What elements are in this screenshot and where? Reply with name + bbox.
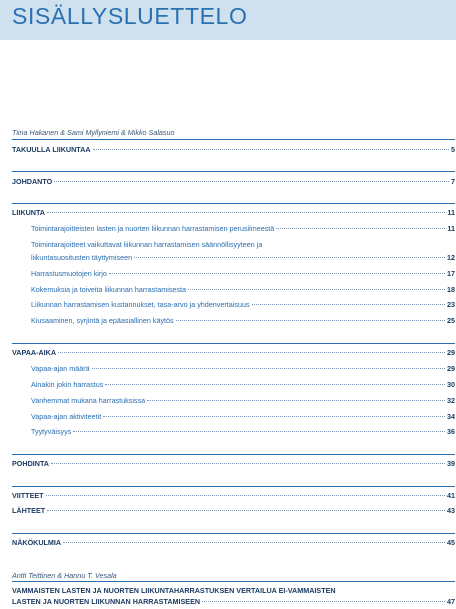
section-rule xyxy=(12,171,455,172)
section-rule xyxy=(12,343,455,344)
toc-subentry[interactable] xyxy=(31,285,455,297)
toc-page-number: 11 xyxy=(447,224,455,233)
toc-page-number: 12 xyxy=(447,253,455,262)
toc-subentry[interactable] xyxy=(31,380,455,392)
toc-entry-label: Kokemuksia ja toiveita liikunnan harrastamisesta xyxy=(31,285,187,294)
toc-entry-label: Ainakin jokin harrastus xyxy=(31,380,104,389)
toc-entry-johdanto[interactable] xyxy=(12,177,455,189)
toc-page-number: 45 xyxy=(447,538,455,547)
toc-entry-vammaiset[interactable] xyxy=(12,597,455,609)
toc-entry-label: VAPAA-AIKA xyxy=(12,348,57,357)
toc-page-number: 39 xyxy=(447,459,455,468)
toc-subentry[interactable] xyxy=(31,412,455,424)
toc-entry-label: liikuntasuositusten täyttymiseen xyxy=(31,253,133,262)
section-rule xyxy=(12,533,455,534)
dot-leader xyxy=(47,510,445,511)
toc-entry-label: Vapaa-ajan aktiviteetit xyxy=(31,412,102,421)
toc-page-number: 47 xyxy=(447,597,455,606)
toc-entry-liikunta[interactable] xyxy=(12,208,455,220)
dot-leader xyxy=(202,601,445,602)
toc-entry-vapaa-aika[interactable] xyxy=(12,348,455,360)
toc-page-number: 23 xyxy=(447,300,455,309)
dot-leader xyxy=(92,368,445,369)
dot-leader xyxy=(103,416,445,417)
dot-leader xyxy=(63,542,445,543)
toc-entry-label: Vanhemmat mukana harrastuksissa xyxy=(31,396,146,405)
toc-page-number: 30 xyxy=(447,380,455,389)
toc-entry-label: Harrastusmuotojen kirjo xyxy=(31,269,107,278)
section-rule xyxy=(12,454,455,455)
toc-entry-label: Vapaa-ajan määrä xyxy=(31,364,90,373)
section-rule xyxy=(12,486,455,487)
section-rule xyxy=(12,139,455,140)
dot-leader xyxy=(252,304,445,305)
toc-subentry[interactable] xyxy=(31,224,455,236)
toc-subentry[interactable] xyxy=(31,316,455,328)
toc-subentry[interactable] xyxy=(31,269,455,281)
toc-entry-label: LÄHTEET xyxy=(12,506,46,515)
toc-subentry[interactable] xyxy=(31,300,455,312)
toc-page-number: 11 xyxy=(447,208,455,217)
dot-leader xyxy=(47,212,445,213)
dot-leader xyxy=(105,384,445,385)
dot-leader xyxy=(73,431,445,432)
toc-entry-label: TAKUULLA LIIKUNTAA xyxy=(12,145,91,154)
toc-subentry[interactable] xyxy=(31,253,455,265)
section-rule xyxy=(12,203,455,204)
toc-page-number: 41 xyxy=(447,491,455,500)
author-line: Tiina Hakanen & Sami Myllyniemi & Mikko Salasuo xyxy=(12,128,175,137)
toc-entry-takuulla[interactable] xyxy=(12,145,455,157)
dot-leader xyxy=(147,400,445,401)
dot-leader xyxy=(51,463,445,464)
toc-page-number: 17 xyxy=(447,269,455,278)
toc-entry-label: Liikunnan harrastamisen kustannukset, tasa-arvo ja yhdenvertaisuus xyxy=(31,300,250,309)
author-line: Antti Teittinen & Hannu T. Vesala xyxy=(12,571,117,580)
toc-subentry[interactable] xyxy=(31,364,455,376)
toc-entry-first-line[interactable]: VAMMAISTEN LASTEN JA NUORTEN LIIKUNTAHARRASTUKSEN VERTAILUA EI-VAMMAISTEN xyxy=(12,586,336,595)
dot-leader xyxy=(188,289,445,290)
toc-entry-label: Tyytyväisyys xyxy=(31,427,72,436)
toc-entry-nakokulmia[interactable] xyxy=(12,538,455,550)
toc-subentry[interactable] xyxy=(31,427,455,439)
toc-page-number: 34 xyxy=(447,412,455,421)
dot-leader xyxy=(93,149,449,150)
toc-page-number: 7 xyxy=(451,177,455,186)
toc-subentry-first-line[interactable]: Toimintarajoitteet vaikuttavat liikunnan harrastamisen säännöllisyyteen ja xyxy=(31,240,263,249)
page-title: SISÄLLYSLUETTELO xyxy=(12,3,248,29)
title-band xyxy=(0,0,456,40)
toc-entry-label: Toimintarajoitteisten lasten ja nuorten liikunnan harrastamisen perusilmeestä xyxy=(31,224,275,233)
section-rule xyxy=(12,581,455,582)
toc-page-number: 18 xyxy=(447,285,455,294)
dot-leader xyxy=(276,228,445,229)
toc-page-number: 32 xyxy=(447,396,455,405)
toc-entry-viitteet[interactable] xyxy=(12,491,455,503)
toc-entry-label: NÄKÖKULMIA xyxy=(12,538,62,547)
toc-page-number: 43 xyxy=(447,506,455,515)
toc-entry-label: POHDINTA xyxy=(12,459,49,468)
toc-page-number: 36 xyxy=(447,427,455,436)
toc-page-number: 29 xyxy=(447,364,455,373)
toc-entry-label: JOHDANTO xyxy=(12,177,53,186)
toc-entry-label: Kiusaaminen, syrjintä ja epäasiallinen käytös xyxy=(31,316,174,325)
toc-page-number: 29 xyxy=(447,348,455,357)
dot-leader xyxy=(134,257,445,258)
dot-leader xyxy=(54,181,449,182)
toc-entry-label: VIITTEET xyxy=(12,491,44,500)
dot-leader xyxy=(109,273,445,274)
dot-leader xyxy=(58,352,445,353)
toc-page-number: 25 xyxy=(447,316,455,325)
toc-entry-pohdinta[interactable] xyxy=(12,459,455,471)
toc-entry-lahteet[interactable] xyxy=(12,506,455,518)
toc-page-number: 5 xyxy=(451,145,455,154)
dot-leader xyxy=(176,320,445,321)
toc-entry-label: LASTEN JA NUORTEN LIIKUNNAN HARRASTAMISEEN xyxy=(12,597,201,606)
toc-entry-label: LIIKUNTA xyxy=(12,208,46,217)
toc-subentry[interactable] xyxy=(31,396,455,408)
dot-leader xyxy=(46,495,445,496)
